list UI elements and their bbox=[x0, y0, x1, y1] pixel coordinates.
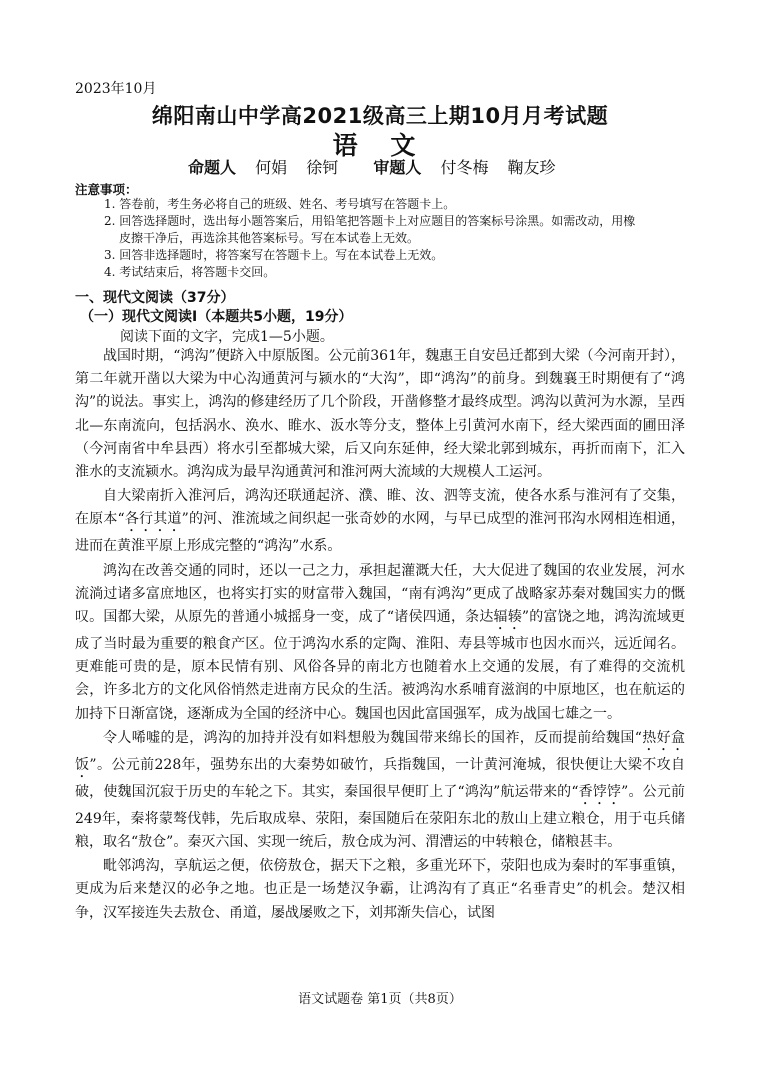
page-footer: 语文试题卷 第1页（共8页） bbox=[298, 992, 462, 1007]
reviewer-name: 付冬梅 bbox=[440, 158, 489, 177]
paragraph-1: 战国时期，“鸿沟”便跻入中原版图。公元前361年，魏惠王自安邑迁都到大梁（今河南开封），第二年就开凿以大梁为中心沟通黄河与颍水的“大沟”，即“鸿沟”的前身。到魏襄王时期便有了“鸿沟”的说法。事实上，鸿沟的修建经历了几个阶段，开凿修整才最终成型。鸿沟以黄河为水源，呈西北—东南流向，包括涡水、涣水、睢水、汳水等分支，整体上引黄河水南下，经大梁西面的圃田泽（今河南省中牟县西）将水引至都城大梁，后又向东延伸，经大梁北郭到城东，再折而南下，汇入淮水的支流颍水。鸿沟成为最早沟通黄河和淮河两大流域的大规模人工运河。 bbox=[75, 348, 685, 481]
paragraph-5: 毗邻鸿沟，享航运之便，依傍敖仓，据天下之粮，多重光环下，荥阳也成为秦时的军事重镇，更成为后来楚汉的必争之地。也正是一场楚汉争霸，让鸿沟有了真正“名垂青史”的机会。楚汉相争，汉军接连失去敖仓、甬道，屡战屡败之下，刘邦渐失信心，试图 bbox=[75, 858, 685, 921]
notice-item-continued bbox=[104, 230, 694, 246]
setter-label: 命题人 bbox=[188, 158, 237, 177]
exam-subject: 语 文 bbox=[332, 131, 428, 160]
setter-name: 何娟 bbox=[255, 158, 288, 177]
emphasized-phrase: 热好盒饭 bbox=[75, 729, 686, 773]
reviewer-label: 审题人 bbox=[373, 158, 422, 177]
reading-passage bbox=[75, 345, 685, 926]
paragraph-2 bbox=[75, 485, 685, 558]
notice-item: 4. 考试结束后，将答题卡交回。 bbox=[104, 265, 276, 279]
emphasized-phrase: 各行其道 bbox=[124, 511, 182, 528]
section-title: 一、现代文阅读（37分） bbox=[75, 290, 235, 306]
notice-item: 3. 回答非选择题时，将答案写在答题卡上。写在本试卷上无效。 bbox=[104, 248, 444, 262]
notice-item: 1. 答卷前，考生务必将自己的班级、姓名、考号填写在答题卡上。 bbox=[104, 197, 456, 211]
setter-name: 徐钶 bbox=[306, 158, 339, 177]
authors-line bbox=[188, 155, 556, 178]
notice-item-text: 皮擦干净后，再选涂其他答案标号。写在本试卷上无效。 bbox=[119, 231, 420, 245]
exam-title: 绵阳南山中学高2021级高三上期10月月考试题 bbox=[151, 104, 609, 128]
exam-date: 2023年10月 bbox=[75, 81, 157, 97]
section-subtitle: （一）现代文阅读Ⅰ（本题共5小题，19分） bbox=[80, 309, 353, 325]
text-run: ”的富饶之地，鸿沟流域更成了当时最为重要的粮食产区。位于鸿沟水系的定陶、淮阳、寿县等城市也因水而兴，远近闻名。更难能可贵的是，原本民情有别、风俗各异的南北方也随着水上交通的发展，有了难得的交流机会，许多北方的文化风俗悄然走进南方民众的生活。被鸿沟水系哺育滋润的中原地区，也在航运的加持下日渐富饶，逐渐成为全国的经济中心。魏国也因此富国强军，成为战国七雄之一。 bbox=[75, 609, 685, 722]
text-run: 令人唏嘘的是，鸿沟的加持并没有如料想般为魏国带来绵长的国祚，反而提前给魏国“ bbox=[103, 729, 642, 746]
reading-instruction: 阅读下面的文字，完成1—5小题。 bbox=[120, 329, 334, 345]
text-run: 自大梁南折入淮河后，鸿沟还联通起济、濮、睢、汝、泗等支流，使各水系与淮河有了交集，在原本“ bbox=[75, 488, 685, 528]
emphasized-phrase: 辐辏 bbox=[493, 609, 522, 626]
paragraph-4 bbox=[75, 727, 685, 854]
notice-heading: 注意事项： bbox=[75, 182, 138, 197]
text-run: ”。公元前228年，强势东出的大秦势如破竹，兵指魏国，一计黄河淹城，很快便让大梁不攻自破，使魏国沉寂于历史的车轮之下。其实，秦国很早便盯上了“鸿沟”航运带来的“ bbox=[75, 756, 685, 800]
notice-item: 2. 回答选择题时，选出每小题答案后，用铅笔把答题卡上对应题目的答案标号涂黑。如需改动，用橡 bbox=[104, 214, 636, 228]
text-run: ”。公元前249年，秦将蒙骜伐韩，先后取成皋、荥阳，秦国随后在荥阳东北的敖山上建立粮仓，用于屯兵储粮，取名“敖仓”。秦灭六国、实现一统后，敖仓成为河、渭漕运的中转粮仓，储粮甚丰。 bbox=[75, 783, 685, 851]
text-run: 鸿沟在改善交通的同时，还以一己之力，承担起灌溉大任，大大促进了魏国的农业发展，河水流淌过诸多富庶地区，也将实打实的财富带入魏国，“南有鸿沟”更成了战略家苏秦对魏国实力的慨叹。国都大梁，从原先的普通小城摇身一变，成了“诸侯四通，条达 bbox=[75, 562, 685, 626]
emphasized-phrase: 香饽饽 bbox=[578, 783, 622, 800]
reviewer-name: 鞠友珍 bbox=[507, 158, 556, 177]
paragraph-3 bbox=[75, 560, 685, 726]
text-run: ”的河、淮流域之间织起一张奇妙的水网，与早已成型的淮河邗沟水网相连相通，进而在黄淮平原上形成完整的“鸿沟”水系。 bbox=[75, 511, 686, 555]
